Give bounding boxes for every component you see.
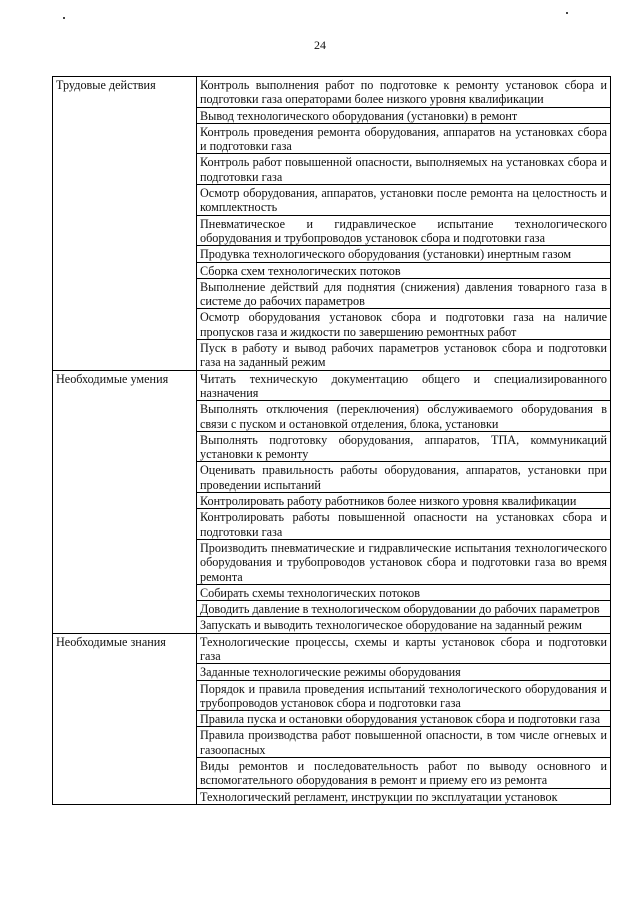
table-row — [53, 77, 611, 108]
item-description: Осмотр оборудования, аппаратов, установки после ремонта на целостность и комплектность — [197, 185, 611, 216]
item-description: Сборка схем технологических потоков — [197, 262, 611, 278]
item-description: Продувка технологического оборудования (установки) инертным газом — [197, 246, 611, 262]
competency-table — [52, 76, 611, 805]
item-description: Технологический регламент, инструкции по эксплуатации установок — [197, 788, 611, 804]
item-description: Правила пуска и остановки оборудования установок сбора и подготовки газа — [197, 711, 611, 727]
section-title: Необходимые знания — [53, 633, 197, 804]
item-description: Технологические процессы, схемы и карты установок сбора и подготовки газа — [197, 633, 611, 664]
item-description: Осмотр оборудования установок сбора и подготовки газа на наличие пропусков газа и жидкости по завершению ремонтных работ — [197, 309, 611, 340]
item-description: Контроль проведения ремонта оборудования, аппаратов на установках сбора и подготовки газа — [197, 123, 611, 154]
item-description: Виды ремонтов и последовательность работ по выводу основного и вспомогательного оборудования в ремонт и приему его из ремонта — [197, 758, 611, 789]
item-description: Порядок и правила проведения испытаний технологического оборудования и трубопроводов установок сбора и подготовки газа — [197, 680, 611, 711]
item-description: Пневматическое и гидравлическое испытание технологического оборудования и трубопроводов установок сбора и подготовки газа — [197, 215, 611, 246]
item-description: Запускать и выводить технологическое оборудование на заданный режим — [197, 617, 611, 633]
item-description: Производить пневматические и гидравлические испытания технологического оборудования и трубопроводов установок сбора и подготовки газа во время ремонта — [197, 539, 611, 584]
item-description: Выполнять отключения (переключения) обслуживаемого оборудования в связи с пуском и остановкой отделения, блока, установки — [197, 401, 611, 432]
item-description: Выполнять подготовку оборудования, аппаратов, ТПА, коммуникаций установки к ремонту — [197, 431, 611, 462]
item-description: Выполнение действий для поднятия (снижения) давления товарного газа в системе до рабочих параметров — [197, 278, 611, 309]
item-description: Вывод технологического оборудования (установки) в ремонт — [197, 107, 611, 123]
item-description: Доводить давление в технологическом оборудовании до рабочих параметров — [197, 601, 611, 617]
page-number: 24 — [314, 38, 326, 52]
table-row — [53, 370, 611, 401]
item-description: Оценивать правильность работы оборудования, аппаратов, установки при проведении испытаний — [197, 462, 611, 493]
item-description: Контроль работ повышенной опасности, выполняемых на установках сбора и подготовки газа — [197, 154, 611, 185]
item-description: Контроль выполнения работ по подготовке к ремонту установок сбора и подготовки газа операторами более низкого уровня квалификации — [197, 77, 611, 108]
item-description: Контролировать работу работников более низкого уровня квалификации — [197, 493, 611, 509]
scan-speck — [63, 17, 65, 19]
item-description: Правила производства работ повышенной опасности, в том числе огневых и газоопасных — [197, 727, 611, 758]
item-description: Заданные технологические режимы оборудования — [197, 664, 611, 680]
item-description: Собирать схемы технологических потоков — [197, 584, 611, 600]
section-title: Трудовые действия — [53, 77, 197, 371]
table-row — [53, 633, 611, 664]
scan-speck — [566, 12, 568, 14]
section-title: Необходимые умения — [53, 370, 197, 633]
item-description: Пуск в работу и вывод рабочих параметров установок сбора и подготовки газа на заданный режим — [197, 340, 611, 371]
item-description: Читать техническую документацию общего и специализированного назначения — [197, 370, 611, 401]
item-description: Контролировать работы повышенной опасности на установках сбора и подготовки газа — [197, 509, 611, 540]
